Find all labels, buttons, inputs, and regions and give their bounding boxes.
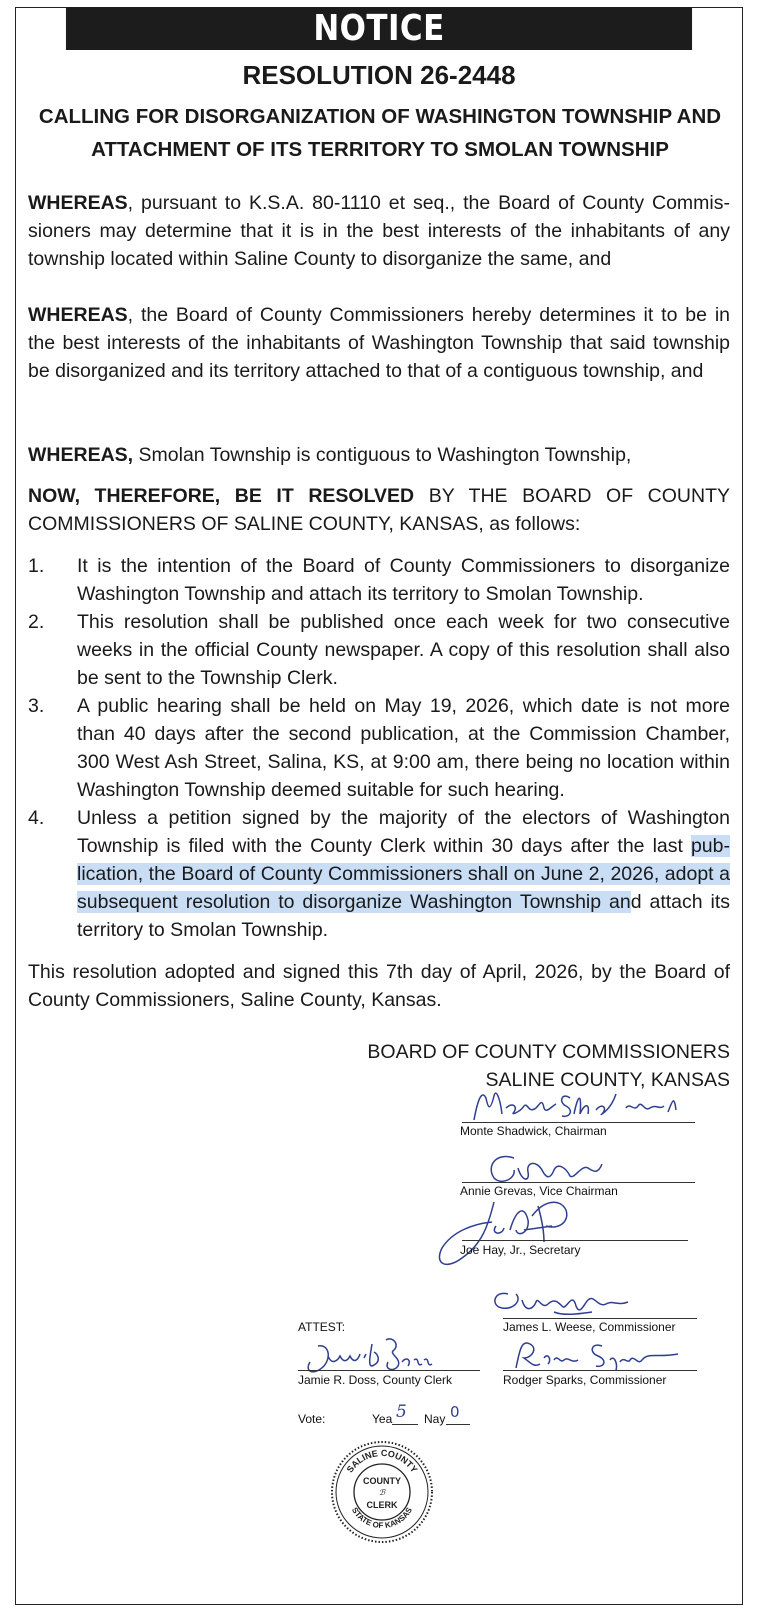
list-item: [28, 552, 730, 608]
vice-chairman-name: Annie Grevas, Vice Chairman: [460, 1184, 618, 1198]
nay-line: [446, 1424, 470, 1425]
item-text: d attach its territory to Smolan Township.: [77, 891, 730, 941]
chairman-name: Monte Shadwick, Chairman: [460, 1124, 607, 1138]
closing-paragraph: This resolution adopted and signed this 7th day of April, 2026, by the Board of County Commissioners, Saline County, Kansas.: [28, 961, 730, 1011]
signature-line: [462, 1122, 695, 1123]
vote-label: Vote:: [298, 1412, 326, 1426]
item-text: Unless a petition signed by the majority of the electors of Washington Township is filed with the County Clerk within 30 days after the last: [77, 807, 730, 857]
vice-chairman-signature: [478, 1152, 608, 1186]
seal-emblem-icon: ℬ: [378, 1488, 386, 1497]
nay-value: 0: [450, 1403, 460, 1421]
whereas-paragraph-1: [28, 189, 730, 273]
list-item: [28, 608, 730, 692]
yea-line: [392, 1424, 418, 1425]
clerk-name: Jamie R. Doss, County Clerk: [298, 1373, 453, 1387]
whereas-lead: WHEREAS: [28, 192, 128, 214]
board-name: BOARD OF COUNTY COMMISSIONERS: [367, 1041, 730, 1063]
yea-label: Yea: [372, 1412, 393, 1426]
whereas-paragraph-3: [28, 441, 730, 469]
paragraph-text: Smolan Township is contiguous to Washington Township,: [133, 444, 632, 466]
seal-top-text: SALINE COUNTY: [344, 1447, 420, 1475]
paragraph-text: , the Board of County Commissioners hereby determines it to be in the best interests of the inhabitants of Washington Township that said township be disorganized and its territory attached to that of a contiguous township, and: [28, 304, 730, 382]
paragraph-text: BY THE BOARD OF COUNTY COMMISSIONERS OF SALINE COUNTY, KANSAS, as follows:: [28, 485, 730, 535]
secretary-signature: [432, 1196, 582, 1276]
list-item: [28, 804, 730, 944]
seal-bottom-text: STATE OF KANSAS: [349, 1505, 415, 1531]
whereas-lead: WHEREAS,: [28, 444, 134, 466]
county-name: SALINE COUNTY, KANSAS: [485, 1069, 730, 1091]
attest-label: ATTEST:: [298, 1320, 346, 1334]
item-number: 2.: [28, 611, 45, 633]
chairman-signature: [466, 1088, 696, 1124]
resolution-title: RESOLUTION 26-2448: [242, 60, 516, 90]
board-signature-block: [367, 1038, 730, 1094]
signature-line: [298, 1370, 480, 1371]
resolution-subtitle: CALLING FOR DISORGANIZATION OF WASHINGTON TOWNSHIP AND ATTACHMENT OF ITS TERRITORY TO SMOLAN TOWNSHIP: [38, 105, 722, 161]
resolved-paragraph: [28, 482, 730, 538]
signature-line: [503, 1318, 697, 1319]
paragraph-text: , pursuant to K.S.A. 80-1110 et seq., the Board of County Commissioners may determine that it is in the best interests of the inhabitants of any township located within Saline County to disorganize the same, and: [28, 192, 730, 270]
signature-line: [503, 1370, 697, 1371]
svg-text:SALINE COUNTY: [345, 1448, 420, 1474]
item-text: A public hearing shall be held on May 19, 2026, which date is not more than 40 days after the second publication, at the Commission Chamber, 300 West Ash Street, Salina, KS, at 9:00 am, there being no location within Washington Township deemed suitable for such hearing.: [77, 695, 730, 801]
seal-inner-top: COUNTY: [363, 1476, 401, 1486]
resolution-items-list: [28, 552, 730, 944]
clerk-signature: [298, 1336, 438, 1378]
list-item: [28, 692, 730, 804]
resolved-lead: NOW, THEREFORE, BE IT RESOLVED: [28, 485, 415, 507]
commissioner-1-name: James L. Weese, Commissioner: [503, 1320, 676, 1334]
commissioner-2-name: Rodger Sparks, Commissioner: [503, 1373, 667, 1387]
commissioner-1-signature: [488, 1286, 638, 1322]
item-number: 3.: [28, 695, 45, 717]
signature-line: [462, 1240, 688, 1241]
signature-line: [462, 1182, 695, 1183]
county-clerk-seal: [330, 1440, 434, 1544]
secretary-name: Joe Hay, Jr., Secretary: [460, 1243, 581, 1257]
whereas-paragraph-2: [28, 301, 730, 385]
nay-label: Nay: [424, 1412, 446, 1426]
item-text: It is the intention of the Board of County Commissioners to disorganize Washington Township and attach its territory to Smolan Township.: [77, 555, 730, 605]
yea-value: 5: [396, 1402, 407, 1422]
whereas-lead: WHEREAS: [28, 304, 128, 326]
item-text: This resolution shall be published once each week for two consecutive weeks in the official County newspaper. A copy of this resolution shall also be sent to the Township Clerk.: [77, 611, 730, 689]
notice-banner: NOTICE: [66, 7, 692, 50]
item-number: 4.: [28, 807, 45, 829]
seal-inner-bottom: CLERK: [366, 1500, 398, 1510]
item-number: 1.: [28, 555, 45, 577]
text-selection-highlight[interactable]: publication, the Board of County Commissioners shall on June 2, 2026, adopt a subsequent resolution to disorganize Washington Township an: [77, 835, 730, 913]
commissioner-2-signature: [512, 1338, 682, 1374]
